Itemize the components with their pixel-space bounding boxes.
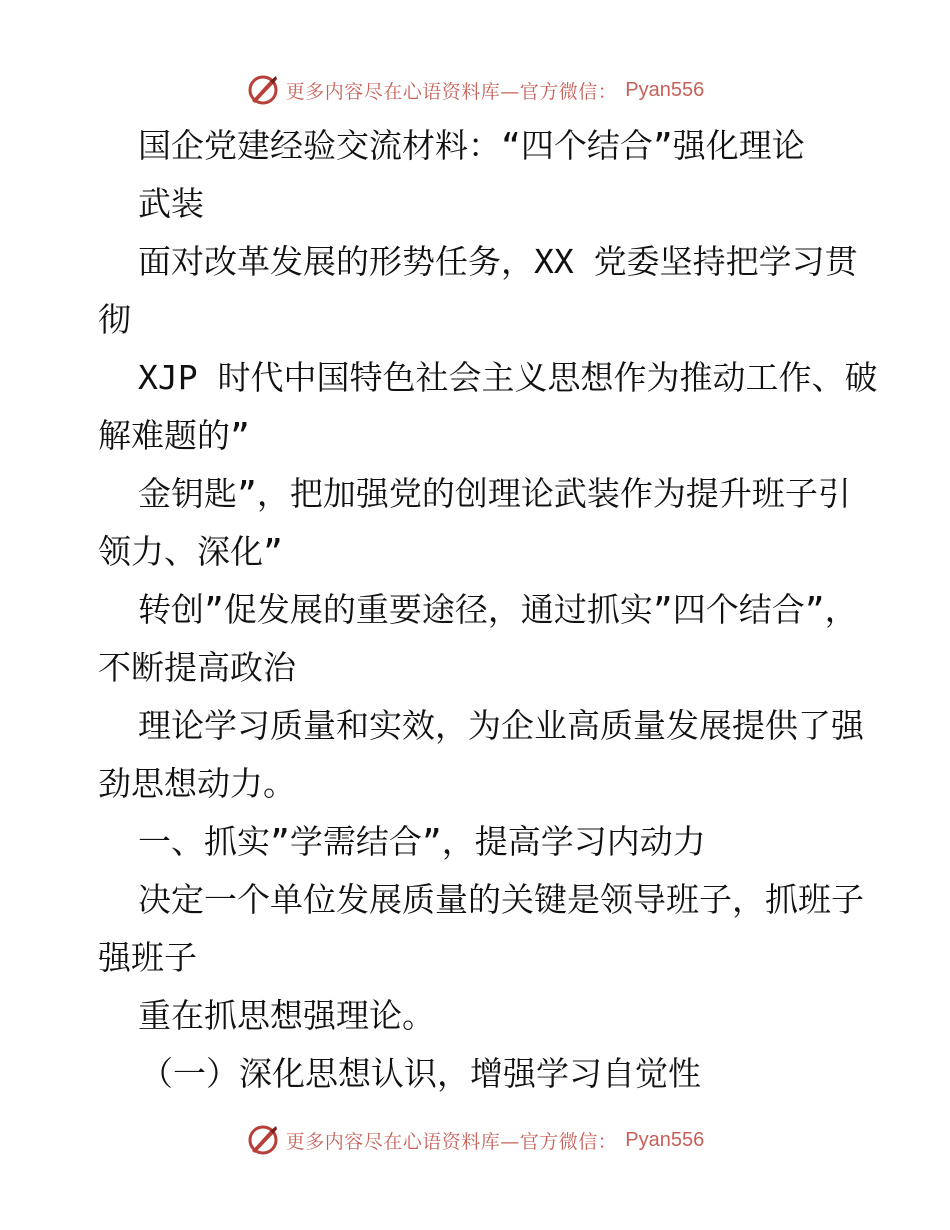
quill-logo-icon <box>246 73 280 107</box>
paragraph-7: 重在抓思想强理论。 <box>138 996 435 1035</box>
subsection-heading-1: （一）深化思想认识，增强学习自觉性 <box>140 1054 701 1093</box>
header-banner-text: 更多内容尽在心语资料库—官方微信： <box>285 80 618 103</box>
header-watermark-banner <box>0 70 950 110</box>
footer-watermark-banner <box>0 1120 950 1160</box>
paragraph-2: XJP 时代中国特色社会主义思想作为推动工作、破解难题的” <box>98 358 878 455</box>
document-title-line-1: 国企党建经验交流材料：“四个结合”强化理论 <box>138 126 805 165</box>
section-heading-1: 一、抓实”学需结合”，提高学习内动力 <box>138 822 706 861</box>
paragraph-4: 转创”促发展的重要途径，通过抓实”四个结合”，不断提高政治 <box>98 590 858 687</box>
paragraph-1: 面对改革发展的形势任务，XX 党委坚持把学习贯彻 <box>98 242 858 339</box>
footer-banner-wechat-id: Pyan556 <box>625 1128 705 1151</box>
quill-logo-icon <box>246 1123 280 1157</box>
paragraph-5: 理论学习质量和实效，为企业高质量发展提供了强劲思想动力。 <box>98 706 864 803</box>
paragraph-6: 决定一个单位发展质量的关键是领导班子，抓班子强班子 <box>98 880 864 977</box>
header-banner-wechat-id: Pyan556 <box>625 78 705 101</box>
document-title-line-2: 武装 <box>138 184 204 223</box>
document-body <box>98 117 878 1103</box>
paragraph-3: 金钥匙”，把加强党的创理论武装作为提升班子引领力、深化” <box>98 474 851 571</box>
footer-banner-text: 更多内容尽在心语资料库—官方微信： <box>285 1130 618 1153</box>
